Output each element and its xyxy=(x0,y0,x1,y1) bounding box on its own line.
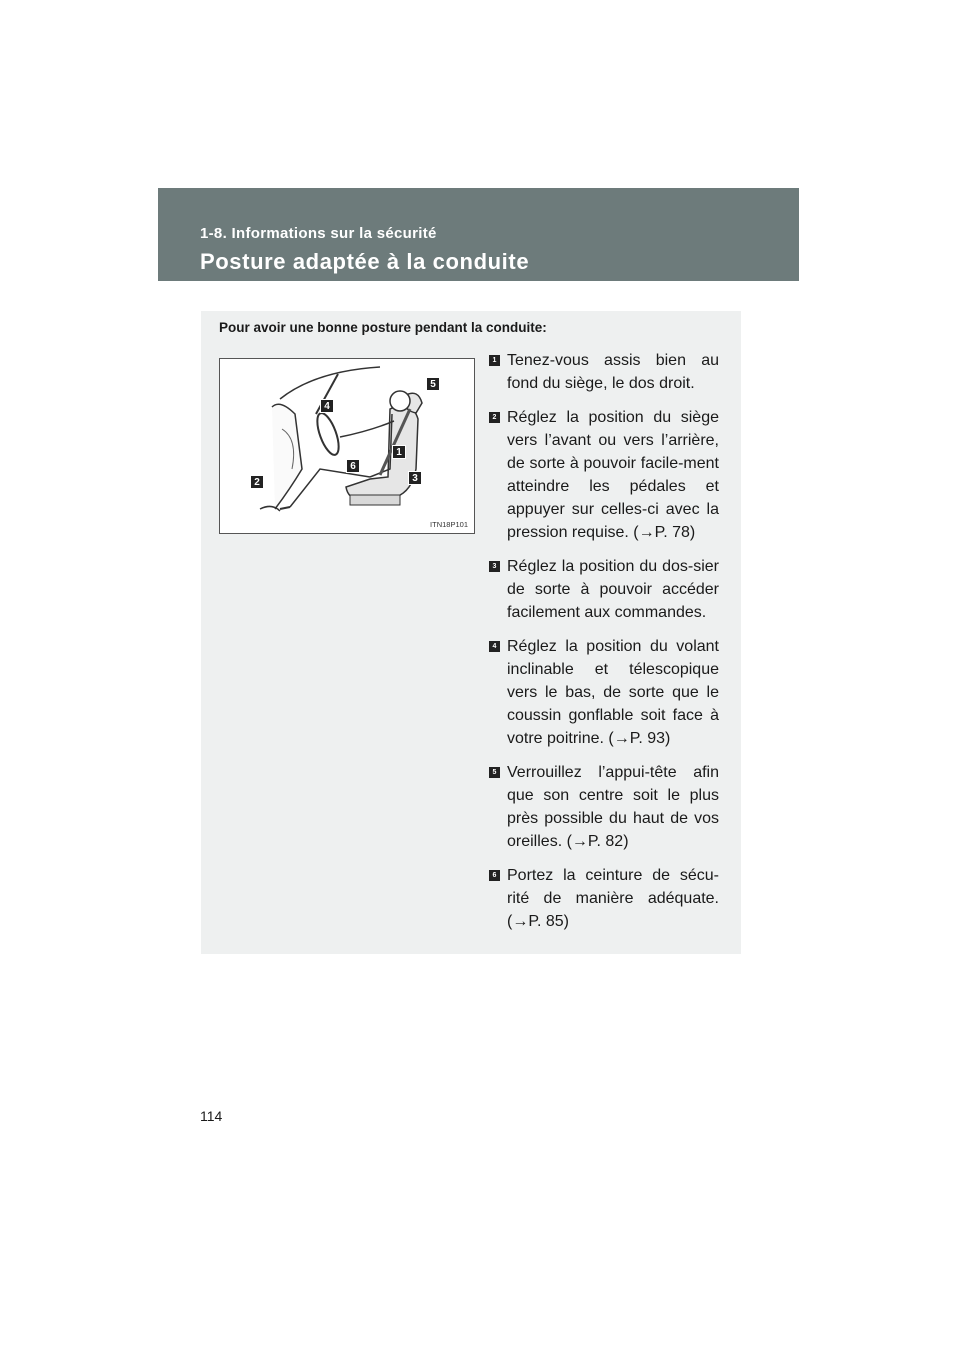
step-number: 4 xyxy=(489,641,500,652)
step-number: 3 xyxy=(489,561,500,572)
step-text: Réglez la position du dos-sier de sorte à pouvoir accéder facilement aux commandes. xyxy=(507,558,719,621)
step-item xyxy=(489,635,719,750)
step-number: 5 xyxy=(489,767,500,778)
driving-posture-figure xyxy=(219,358,475,534)
page-number: 114 xyxy=(200,1108,223,1124)
step-text: Verrouillez l’appui-tête afin que son centre soit le plus près possible du haut de vos oreilles. (→P. 82) xyxy=(507,764,719,850)
step-number: 1 xyxy=(489,355,500,366)
step-item xyxy=(489,761,719,853)
callout-5: 5 xyxy=(426,377,440,391)
page-title: Posture adaptée à la conduite xyxy=(200,249,530,274)
step-number: 2 xyxy=(489,412,500,423)
step-text: Tenez-vous assis bien au fond du siège, le dos droit. xyxy=(507,352,719,392)
step-item xyxy=(489,349,719,395)
content-panel xyxy=(201,311,741,954)
step-item xyxy=(489,555,719,624)
step-item xyxy=(489,864,719,933)
callout-4: 4 xyxy=(320,399,334,413)
intro-text: Pour avoir une bonne posture pendant la conduite: xyxy=(219,320,547,335)
chapter-header xyxy=(158,188,799,281)
step-text: Portez la ceinture de sécu-rité de manière adéquate. (→P. 85) xyxy=(507,867,719,930)
step-text: Réglez la position du volant inclinable et télescopique vers le bas, de sorte que le coussin gonflable soit face à votre poitrine. (→P. 93) xyxy=(507,638,719,747)
figure-code: ITN18P101 xyxy=(430,520,468,529)
section-label: 1-8. Informations sur la sécurité xyxy=(200,225,437,242)
callout-3: 3 xyxy=(408,471,422,485)
step-item xyxy=(489,406,719,544)
callout-1: 1 xyxy=(392,445,406,459)
posture-steps-list xyxy=(489,349,719,944)
step-number: 6 xyxy=(489,870,500,881)
callout-2: 2 xyxy=(250,475,264,489)
callout-6: 6 xyxy=(346,459,360,473)
step-text: Réglez la position du siège vers l’avant ou vers l’arrière, de sorte à pouvoir facile-ment atteindre les pédales et appuyer sur celles-ci avec la pression requise. (→P. 78) xyxy=(507,409,719,541)
